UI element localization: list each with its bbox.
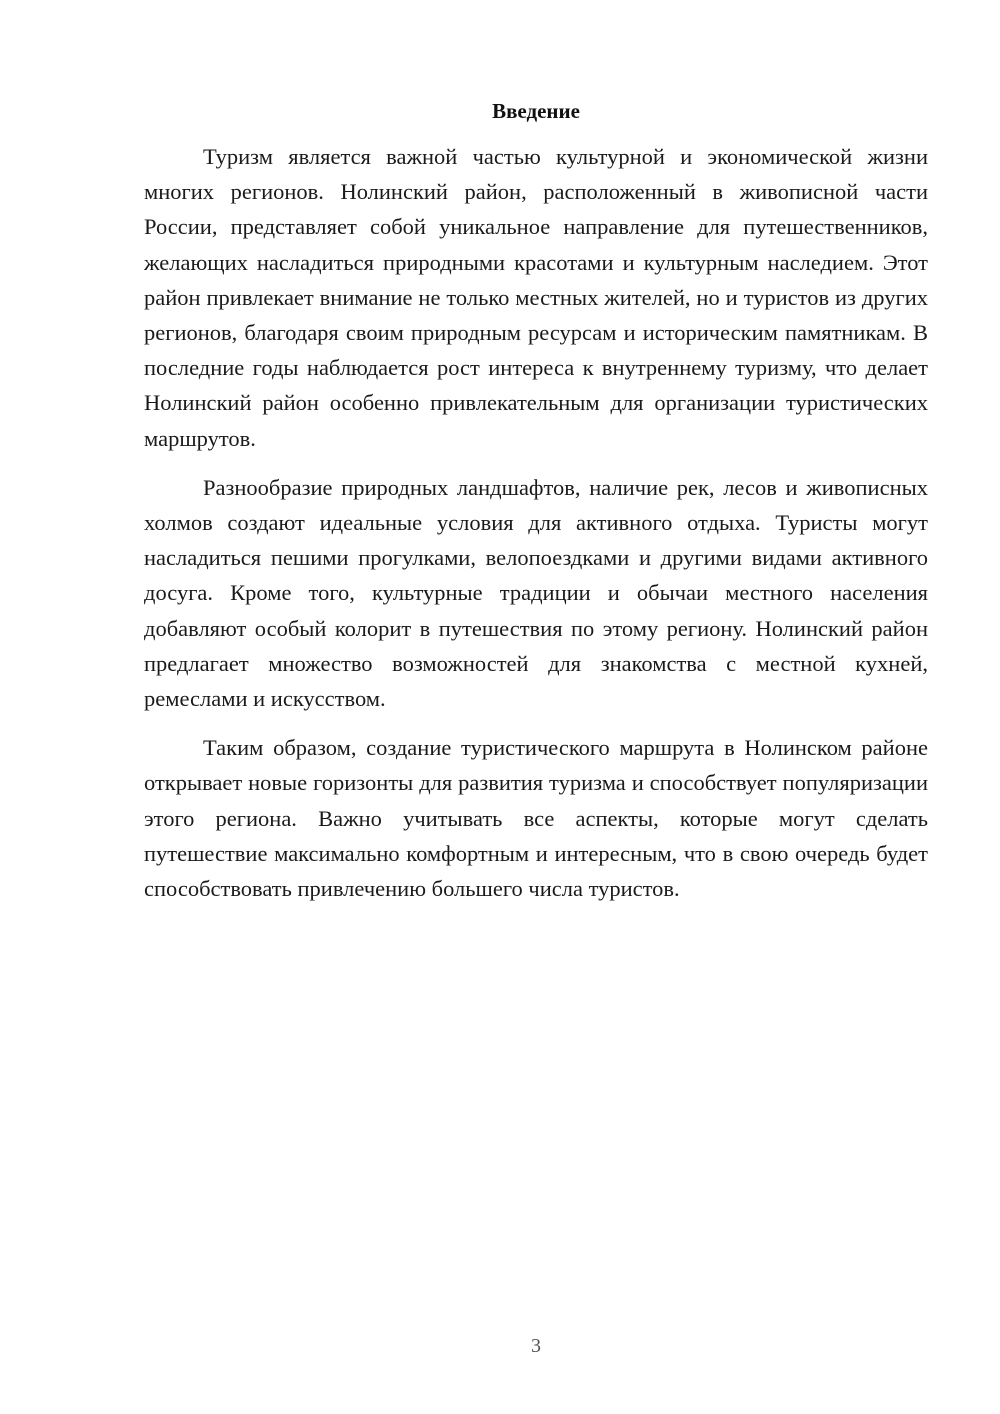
page-number: 3	[531, 1335, 541, 1357]
paragraph-landscapes: Разнообразие природных ландшафтов, наличие рек, лесов и живописных холмов создают идеальные условия для активного отдыха. Туристы могут насладиться пешими прогулками, велопоездками и другими видами активного досуга. Кроме того, культурные традиции и обычаи местного населения добавляют особый колорит в путешествия по этому региону. Нолинский район предлагает множество возможностей для знакомства с местной кухней, ремеслами и искусством.	[144, 474, 928, 712]
page-content	[144, 96, 928, 920]
paragraph-conclusion: Таким образом, создание туристического маршрута в Нолинском районе открывает новые горизонты для развития туризма и способствует популяризации этого региона. Важно учитывать все аспекты, которые могут сделать путешествие максимально комфортным и интересным, что в свою очередь будет способствовать привлечению большего числа туристов.	[144, 735, 928, 902]
paragraph-intro: Туризм является важной частью культурной и экономической жизни многих регионов. Нолинский район, расположенный в живописной части России, представляет собой уникальное направление для путешественников, желающих насладиться природными красотами и культурным наследием. Этот район привлекает внимание не только местных жителей, но и туристов из других регионов, благодаря своим природным ресурсам и историческим памятникам. В последние годы наблюдается рост интереса к внутреннему туризму, что делает Нолинский район особенно привлекательным для организации туристических маршрутов.	[144, 144, 928, 451]
section-heading: Введение	[492, 99, 580, 123]
